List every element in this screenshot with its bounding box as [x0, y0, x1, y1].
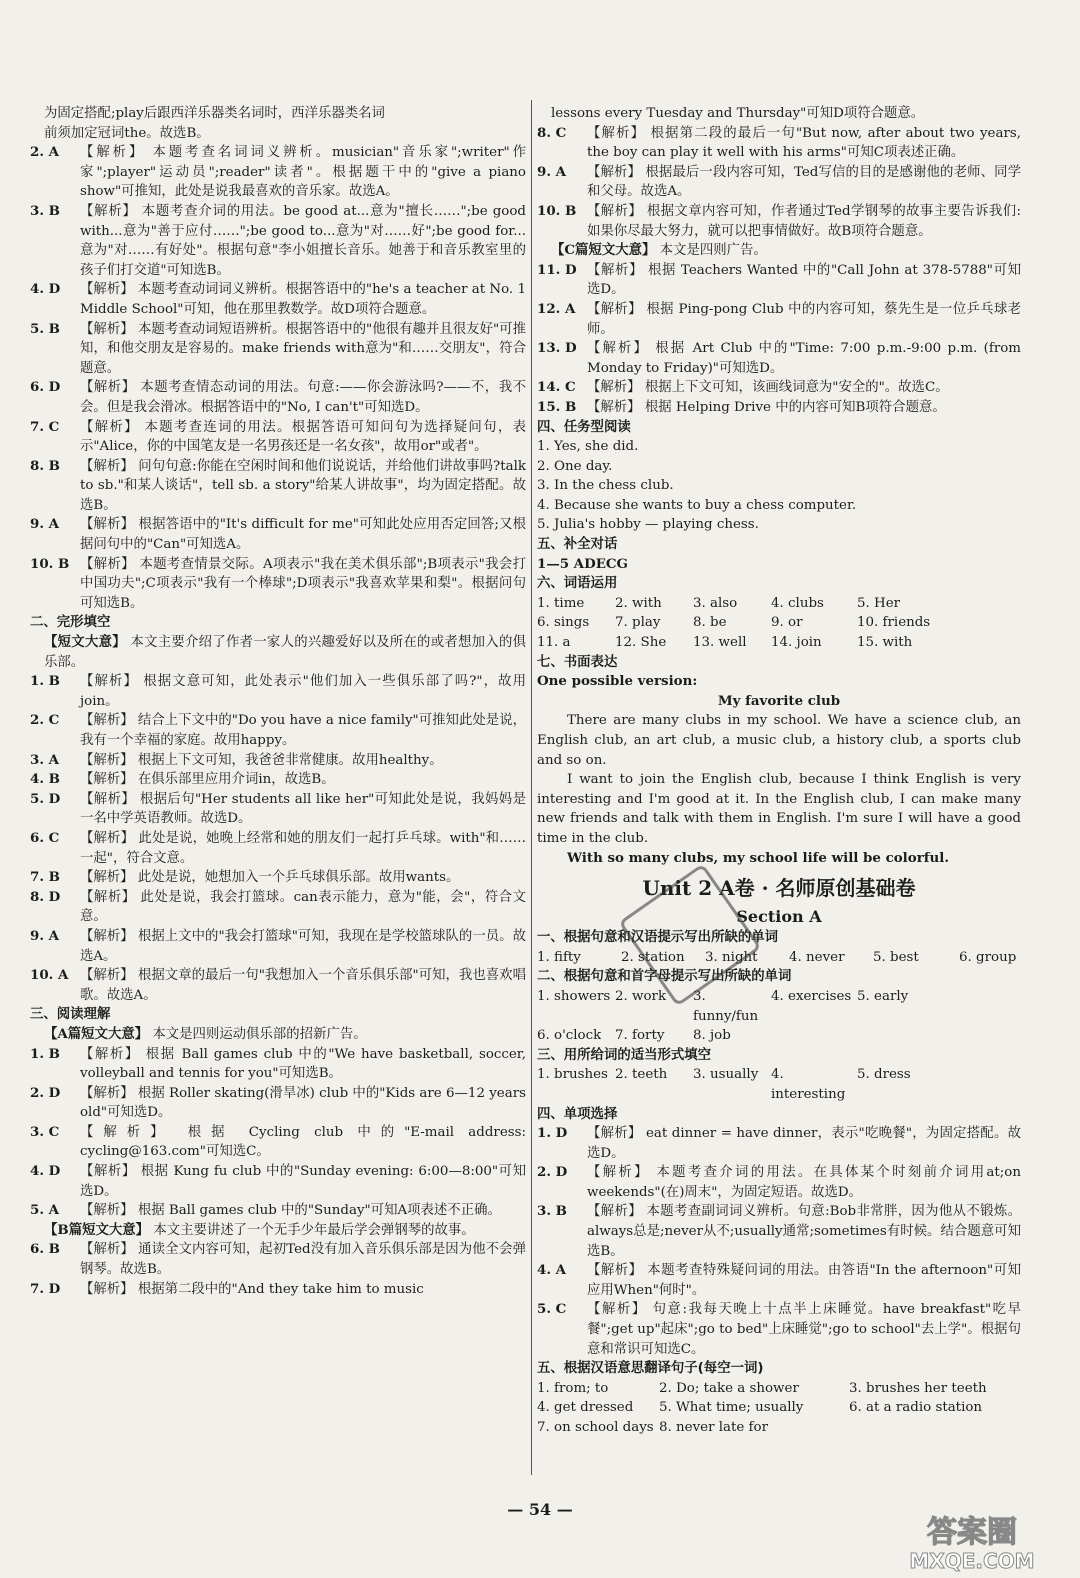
answer-number: 4. B — [30, 771, 60, 788]
answer-cell: 2. work — [615, 988, 667, 1004]
answer-explanation: 【解析】 结合上下文中的"Do you have a nice family"可推知此处是说，我有一个幸福的家庭。故用happy。 — [80, 713, 526, 748]
task-reading-answers — [537, 437, 1021, 535]
answer-number: 10. B — [537, 202, 577, 219]
answer-number: 5. D — [30, 790, 61, 807]
answer-item — [537, 1300, 1021, 1359]
answer-cell: 3. also — [693, 595, 738, 611]
part2-answer-list — [30, 672, 526, 1005]
summary-text: 本文是四则广告。 — [659, 243, 767, 259]
summary-label: 【C篇短文大意】 — [551, 242, 656, 259]
section-heading: 三、阅读理解 — [30, 1007, 111, 1023]
answer-cell: 8. never late for — [659, 1420, 768, 1435]
answer-line: 1. Yes, she did. — [537, 439, 639, 455]
unit-title: Unit 2 A卷 · 名师原创基础卷 — [642, 876, 916, 901]
part3c-answer-list — [537, 261, 1021, 418]
answer-number: 3. B — [30, 202, 60, 219]
answer-number: 3. B — [537, 1203, 567, 1220]
answer-cell — [849, 1418, 1021, 1438]
answer-explanation: 【解析】 根据答语中的"It's difficult for me"可知此处应用否定回答;又根据问句中的"Can"可知选A。 — [80, 517, 526, 553]
answer-number: 7. C — [30, 418, 60, 435]
answer-item — [537, 378, 1021, 398]
answer-row — [537, 1418, 1021, 1438]
answer-item — [30, 770, 526, 790]
answer-item — [30, 927, 526, 966]
summary-label: 【B篇短文大意】 — [44, 1221, 150, 1238]
answer-number: 4. D — [30, 281, 61, 298]
answer-cell: 4. get dressed — [537, 1400, 634, 1416]
watermark-logo — [872, 1508, 1072, 1574]
intro-line: 前须加定冠词the。故选B。 — [44, 125, 210, 141]
section-heading: 六、词语运用 — [537, 576, 618, 592]
answer-explanation: 【解析】 问句句意:你能在空闲时间和他们说说话，并给他们讲故事吗?talk to sb."和某人谈话"，tell sb. a story"给某人讲故事"，均为固定搭配。故选B。 — [80, 458, 526, 513]
word-use-grid — [537, 594, 1021, 653]
answer-cell: 15. with — [857, 635, 913, 651]
answer-explanation: 【解析】 本题考查介词的用法。在具体某个时刻前介词用at;on weekends"(在)周末"，为固定短语。故选D。 — [587, 1165, 1021, 1200]
answer-cell: 2. teeth — [615, 1067, 668, 1083]
answer-item — [537, 398, 1021, 418]
answer-number: 7. B — [30, 869, 60, 886]
answer-row — [537, 1398, 1021, 1418]
answer-number: 15. B — [537, 398, 577, 415]
answer-cell: 5. Her — [857, 595, 901, 611]
answer-explanation: 【解析】 根据 Ping-pong Club 中的内容可知，蔡先生是一位乒乓球老师。 — [587, 301, 1021, 337]
answer-item — [30, 457, 526, 516]
answer-line: 3. In the chess club. — [537, 478, 674, 494]
answer-number: 3. C — [30, 1123, 60, 1140]
s3-answer-row — [537, 1065, 1021, 1104]
answer-cell: 13. well — [693, 635, 747, 651]
answer-item — [30, 555, 526, 614]
answer-cell: 1. fifty — [537, 949, 581, 965]
continued-text: lessons every Tuesday and Thursday"可知D项符合题意。 — [551, 106, 925, 121]
answer-cell: 3. night — [705, 949, 758, 965]
essay-body — [537, 711, 1021, 868]
answer-number: 6. B — [30, 1241, 60, 1258]
answer-explanation: 【解析】 句意:我每天晚上十点半上床睡觉。have breakfast"吃早餐";get up"起床";go to bed"上床睡觉";go to school"去上学"。根据句意和常识可知选C。 — [587, 1302, 1021, 1357]
answer-cell: 4. exercises — [771, 988, 852, 1004]
answer-explanation: 【解析】 本题考查名词词义辨析。musician"音乐家";writer"作家";player"运动员";reader"读者"。根据题干中的"give a piano show"可推知，此处是说我最喜欢的音乐家。故选A。 — [80, 145, 526, 200]
answer-cell: 11. a — [537, 635, 571, 651]
answer-explanation: 【解析】 本题考查特殊疑问词的用法。由答语"In the afternoon"可知应用When"何时"。 — [587, 1263, 1021, 1298]
answer-number: 11. D — [537, 261, 577, 278]
answer-number: 6. C — [30, 829, 60, 846]
answer-item — [30, 1280, 526, 1300]
summary-text: 本文是四则运动俱乐部的招新广告。 — [152, 1026, 367, 1042]
section-heading: 一、根据句意和汉语提示写出所缺的单词 — [537, 930, 779, 946]
answer-cell: 1. time — [537, 595, 585, 611]
answer-number: 8. C — [537, 124, 567, 141]
answer-item — [30, 320, 526, 379]
answer-explanation: 【解析】 本题考查副词词义辨析。句意:Bob非常胖，因为他从不锻炼。always总是;never从不;usually通常;sometimes有时候。结合题意可知选B。 — [587, 1204, 1021, 1259]
section-heading: 二、完形填空 — [30, 615, 111, 631]
intro-text — [30, 104, 526, 143]
answer-explanation: 【解析】 在俱乐部里应用介词in，故选B。 — [80, 772, 335, 788]
answer-cell: 10. friends — [857, 615, 931, 631]
answer-cell: 1. brushes — [537, 1067, 608, 1083]
answer-cell: 5. early — [857, 988, 909, 1004]
answer-number: 2. D — [30, 1084, 61, 1101]
answer-line: 2. One day. — [537, 458, 613, 474]
answer-item — [537, 124, 1021, 163]
answer-item — [30, 515, 526, 554]
answer-row — [537, 987, 1021, 1026]
answer-cell: 3. funny/fun — [693, 988, 759, 1024]
answer-item — [30, 202, 526, 280]
answer-number: 7. D — [30, 1280, 61, 1297]
answer-cell: 4. never — [789, 949, 845, 965]
answer-explanation: 【解析】 根据后句"Her students all like her"可知此处是说，我妈妈是一名中学英语教师。故选D。 — [80, 791, 526, 827]
answer-explanation: 【解析】 本题考查连词的用法。根据答语可知问句为选择疑问句，表示"Alice，你的中国笔友是一名男孩还是一名女孩"，故用or"或者"。 — [80, 419, 526, 455]
passage-summary — [30, 1221, 526, 1241]
answer-item — [537, 163, 1021, 202]
answer-row — [537, 1379, 1021, 1399]
answer-explanation: 【解析】 此处是说，她想加入一个乒乓球俱乐部。故用wants。 — [80, 870, 460, 886]
answer-explanation: 【解析】 此处是说，她晚上经常和她的朋友们一起打乒乓球。with"和……一起"，符合文意。 — [80, 830, 526, 866]
answer-number: 4. D — [30, 1163, 61, 1180]
answer-cell: 6. sings — [537, 615, 590, 631]
answer-cell: 1. from; to — [537, 1380, 609, 1396]
answer-item — [30, 829, 526, 868]
left-column — [30, 104, 526, 1299]
answer-number: 12. A — [537, 300, 576, 317]
answer-cell: 12. She — [615, 635, 667, 651]
answer-number: 9. A — [30, 516, 60, 533]
part3a-answer-list — [30, 1045, 526, 1221]
answer-cell — [771, 1026, 857, 1046]
version-label: One possible version: — [537, 673, 698, 690]
answer-explanation: 【解析】 根据上下文可知，我爸爸非常健康。故用healthy。 — [80, 752, 443, 768]
answer-explanation: 【解析】 根据 Ball games club 中的"Sunday"可知A项表述不正确。 — [80, 1203, 501, 1219]
answer-cell: 5. best — [873, 949, 919, 965]
answer-number: 8. D — [30, 888, 61, 905]
answer-explanation: 【解析】 根据上下文可知，该画线词意为"安全的"。故选C。 — [587, 380, 949, 396]
answer-number: 13. D — [537, 340, 577, 357]
answer-number: 6. D — [30, 379, 61, 396]
answer-item — [30, 790, 526, 829]
answer-item — [30, 378, 526, 417]
answer-row — [537, 633, 1021, 653]
answer-cell: 9. or — [771, 615, 803, 631]
answer-cell: 6. o'clock — [537, 1028, 602, 1044]
watermark-text: 答案圈 — [927, 1515, 1017, 1550]
answer-number: 10. A — [30, 967, 69, 984]
answer-number: 5. B — [30, 320, 60, 337]
answer-explanation: 【解析】 本题考查动词词义辨析。根据答语中的"he's a teacher at No. 1 Middle School"可知，他在那里教数学。故D项符合题意。 — [80, 282, 526, 317]
answer-item — [537, 1202, 1021, 1261]
answer-item — [30, 868, 526, 888]
answer-number: 9. A — [537, 163, 567, 180]
answer-number: 1. D — [537, 1125, 568, 1142]
answer-cell — [857, 1026, 1021, 1046]
answer-number: 1. B — [30, 1045, 60, 1062]
answer-explanation: 【解析】 根据 Ball games club 中的"We have basketball, soccer, volleyball and tennis for you"可知选B。 — [80, 1046, 526, 1082]
answer-cell: 8. job — [693, 1028, 731, 1044]
part3b-cont-answer-list — [537, 124, 1021, 242]
answer-item — [537, 300, 1021, 339]
section-heading: 五、补全对话 — [537, 537, 618, 553]
answer-item — [30, 1123, 526, 1162]
summary-label: 【A篇短文大意】 — [44, 1025, 149, 1042]
translation-answer-grid — [537, 1379, 1021, 1438]
answer-cell: 2. station — [621, 949, 685, 965]
answer-row — [537, 1026, 1021, 1046]
answer-cell: 4. interesting — [771, 1067, 846, 1102]
answer-cell: 3. brushes her teeth — [849, 1380, 987, 1396]
answer-number: 2. A — [30, 144, 60, 161]
answer-item — [30, 751, 526, 771]
answer-item — [537, 339, 1021, 378]
passage-summary — [30, 633, 526, 672]
answer-item — [30, 888, 526, 927]
answer-explanation: 【解析】 根据文意可知，此处表示"他们加入一些俱乐部了吗?"，故用join。 — [80, 674, 526, 709]
answer-cell: 8. be — [693, 615, 727, 631]
essay-paragraph: With so many clubs, my school life will be colorful. — [567, 849, 949, 866]
answer-number: 10. B — [30, 555, 70, 572]
passage-summary — [537, 241, 1021, 261]
answer-cell: 2. with — [615, 595, 662, 611]
part3b-answer-list — [30, 1240, 526, 1299]
answer-explanation: 【解析】 eat dinner = have dinner，表示"吃晚餐"，为固定搭配。故选D。 — [587, 1126, 1021, 1161]
answer-explanation: 【解析】 根据文章内容可知，作者通过Ted学钢琴的故事主要告诉我们:如果你尽最大努力，就可以把事情做好。故B项符合题意。 — [587, 203, 1021, 239]
answer-explanation: 【解析】 根据第二段中的"And they take him to music — [80, 1281, 424, 1297]
answer-item — [30, 966, 526, 1005]
answer-explanation: 【解析】 此处是说，我会打篮球。can表示能力，意为"能，会"，符合文意。 — [80, 889, 526, 925]
section-heading: 四、单项选择 — [537, 1106, 618, 1122]
summary-text: 本文主要介绍了作者一家人的兴趣爱好以及所在的或者想加入的俱乐部。 — [44, 635, 526, 670]
answer-row — [537, 594, 1021, 614]
section-heading: 四、任务型阅读 — [537, 419, 631, 435]
answer-cell: 4. clubs — [771, 595, 824, 611]
answer-number: 2. C — [30, 712, 60, 729]
answer-explanation: 【解析】 根据 Teachers Wanted 中的"Call John at 378-5788"可知选D。 — [587, 262, 1021, 298]
column-divider — [531, 100, 532, 1475]
answer-explanation: 【解析】 根据 Kung fu club 中的"Sunday evening: 6:00—8:00"可知选D。 — [80, 1164, 526, 1199]
answer-explanation: 【解析】 本题考查情景交际。A项表示"我在美术俱乐部";B项表示"我会打中国功夫";C项表示"我有一个棒球";D项表示"我喜欢苹果和梨"。根据问句可知选B。 — [80, 556, 526, 611]
answer-number: 1. B — [30, 673, 60, 690]
stamp-mark — [620, 860, 760, 1010]
answer-number: 14. C — [537, 379, 576, 396]
answer-explanation: 【解析】 本题考查动词短语辨析。根据答语中的"他很有趣并且很友好"可推知，和他交朋友是容易的。make friends with意为"和……交朋友"，符合题意。 — [80, 321, 526, 376]
section-heading: 七、书面表达 — [537, 654, 618, 670]
answer-number: 4. A — [537, 1262, 567, 1279]
answer-explanation: 【解析】 根据最后一段内容可知，Ted写信的目的是感谢他的老师、同学和父母。故选A。 — [587, 164, 1021, 200]
answer-number: 3. A — [30, 751, 60, 768]
part1-answer-list — [30, 143, 526, 613]
watermark-url: MXQE.COM — [909, 1549, 1035, 1573]
answer-cell: 7. forty — [615, 1028, 665, 1044]
answer-item — [537, 1261, 1021, 1300]
answer-cell: 6. at a radio station — [849, 1400, 983, 1416]
answer-item — [537, 202, 1021, 241]
answer-item — [30, 672, 526, 711]
answer-explanation: 【解析】 通读全文内容可知，起初Ted没有加入音乐俱乐部是因为他不会弹钢琴。故选B。 — [80, 1242, 526, 1278]
summary-label: 【短文大意】 — [44, 634, 126, 651]
single-choice-answer-list — [537, 1124, 1021, 1359]
answer-cell: 5. What time; usually — [659, 1400, 804, 1416]
answer-explanation: 【解析】 根据上文中的"我会打篮球"可知，我现在是学校篮球队的一员。故选A。 — [80, 928, 526, 964]
section-heading: 五、根据汉语意思翻译句子(每空一词) — [537, 1361, 764, 1377]
answer-line: 4. Because she wants to buy a chess computer. — [537, 497, 857, 513]
right-column — [537, 104, 1021, 1438]
answer-cell: 7. on school days — [537, 1420, 654, 1435]
answer-explanation: 【解析】 本题考查情态动词的用法。句意:——你会游泳吗?——不，我不会。但是我会滑冰。根据答语中的"No, I can't"可知选D。 — [80, 380, 526, 415]
answer-item — [30, 280, 526, 319]
answer-explanation: 【解析】 本题考查介词的用法。be good at...意为"擅长……";be good with...意为"善于应付……";be good to...意为"对……好";be good for...意为"对……有好处"。根据句意"李小姐擅长音乐。她善于和音乐教室里的孩子们打交道"可知选B。 — [80, 203, 526, 278]
answer-item — [30, 1162, 526, 1201]
answer-cell: 5. dress — [857, 1067, 911, 1083]
answer-explanation: 【解析】 根据第二段的最后一句"But now, after about two years, the boy can play it well with his arms"可知C项表述正确。 — [587, 125, 1021, 161]
summary-text: 本文主要讲述了一个无手少年最后学会弹钢琴的故事。 — [153, 1222, 475, 1238]
answer-number: 5. A — [30, 1202, 60, 1219]
page-number: — 54 — — [507, 1500, 573, 1519]
essay-title: My favorite club — [717, 692, 841, 709]
answer-item — [30, 711, 526, 750]
answer-row — [537, 613, 1021, 633]
answer-item — [30, 1201, 526, 1221]
answer-item — [537, 1163, 1021, 1202]
answer-cell: 7. play — [615, 615, 661, 631]
answer-item — [30, 1045, 526, 1084]
answer-line: 5. Julia's hobby — playing chess. — [537, 517, 759, 533]
essay-paragraph: I want to join the English club, because I think English is very interesting and I'm good at it. In the English club, I can make many new friends and talk with them in English. I'm sure I will have a good time in the club. — [537, 772, 1021, 846]
answer-number: 8. B — [30, 457, 60, 474]
section-a-title: Section A — [736, 907, 822, 927]
answer-item — [30, 143, 526, 202]
answer-explanation: 【解析】 根据 Cycling club 中的"E-mail address: cycling@163.com"可知选C。 — [80, 1124, 526, 1160]
answer-cell: 6. group — [959, 949, 1017, 965]
answer-item — [537, 1124, 1021, 1163]
answer-number: 2. D — [537, 1164, 568, 1181]
passage-summary — [30, 1025, 526, 1045]
answer-cell: 2. Do; take a shower — [659, 1380, 799, 1396]
intro-line: 为固定搭配;play后跟西洋乐器类名词时，西洋乐器类名词 — [44, 106, 385, 121]
answer-explanation: 【解析】 根据文章的最后一句"我想加入一个音乐俱乐部"可知，我也喜欢唱歌。故选A。 — [80, 968, 526, 1003]
section-heading: 二、根据句意和首字母提示写出所缺的单词 — [537, 969, 792, 985]
essay-paragraph: There are many clubs in my school. We have a science club, an English club, an art club, a music club, a history club, a sports club and so on. — [537, 713, 1021, 768]
answer-explanation: 【解析】 根据 Roller skating(滑旱冰) club 中的"Kids are 6—12 years old"可知选D。 — [80, 1085, 526, 1121]
answer-explanation: 【解析】 根据 Helping Drive 中的内容可知B项符合题意。 — [587, 399, 946, 415]
answer-item — [537, 261, 1021, 300]
answer-explanation: 【解析】 根据 Art Club 中的"Time: 7:00 p.m.-9:00 p.m. (from Monday to Friday)"可知选D。 — [587, 341, 1021, 376]
answer-cell: 3. usually — [693, 1067, 759, 1083]
answer-item — [30, 1084, 526, 1123]
dialogue-answer: 1—5 ADECG — [537, 555, 628, 572]
s2-answer-grid — [537, 987, 1021, 1046]
answer-cell: 1. showers — [537, 988, 611, 1004]
answer-number: 5. C — [537, 1301, 567, 1318]
answer-item — [30, 418, 526, 457]
answer-number: 9. A — [30, 927, 60, 944]
s1-answer-row — [537, 948, 1021, 968]
answer-cell: 14. join — [771, 635, 822, 651]
answer-item — [30, 1240, 526, 1279]
section-heading: 三、用所给词的适当形式填空 — [537, 1047, 712, 1063]
